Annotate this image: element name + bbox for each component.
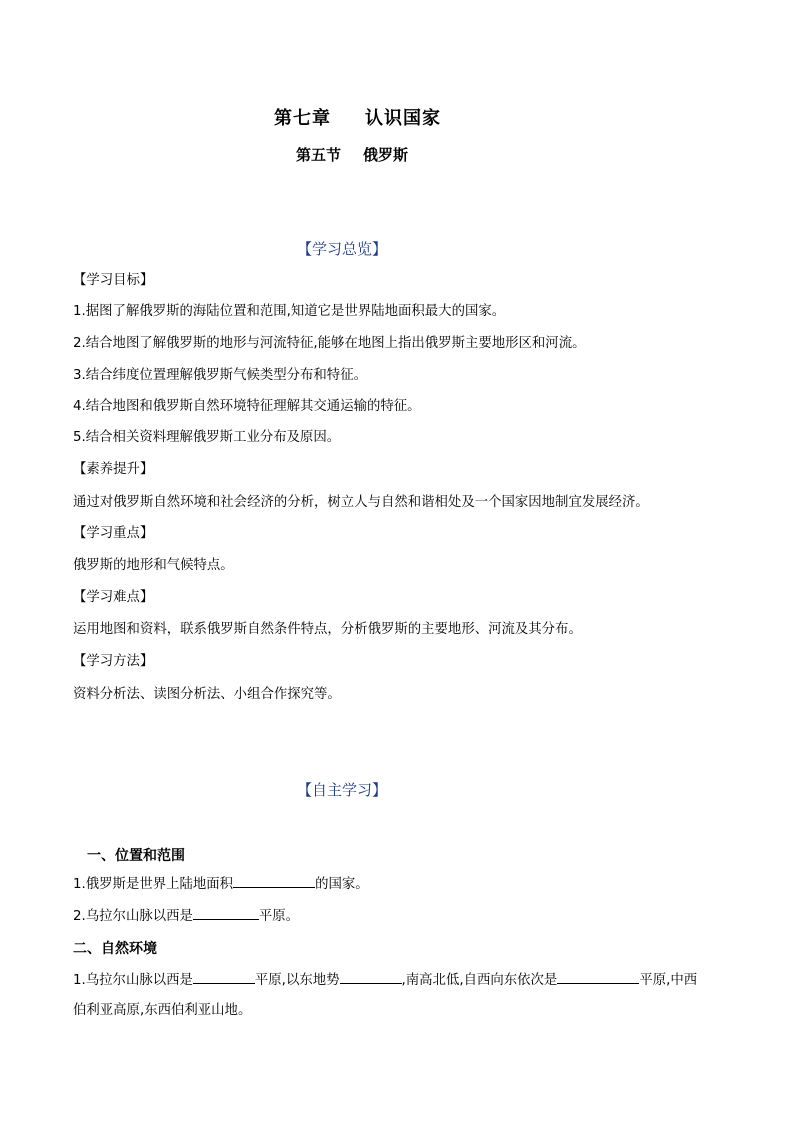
chapter-title bbox=[274, 104, 441, 130]
question-text: 2.乌拉尔山脉以西是 bbox=[73, 909, 193, 924]
question-text: ,南高北低,自西向东依次是 bbox=[401, 973, 558, 988]
answer-blank[interactable] bbox=[340, 971, 402, 984]
objective-item: 2.结合地图了解俄罗斯的地形与河流特征,能够在地图上指出俄罗斯主要地形区和河流。 bbox=[73, 336, 586, 351]
objectives-heading: 【学习目标】 bbox=[73, 273, 154, 288]
question-text: 1.乌拉尔山脉以西是 bbox=[73, 973, 193, 988]
section-name: 俄罗斯 bbox=[363, 146, 409, 164]
section-number: 第五节 bbox=[296, 146, 342, 164]
answer-blank[interactable] bbox=[193, 907, 259, 920]
question-text: 1.俄罗斯是世界上陆地面积 bbox=[73, 877, 234, 892]
part1-question-1 bbox=[73, 875, 369, 894]
objective-item: 3.结合纬度位置理解俄罗斯气候类型分布和特征。 bbox=[73, 368, 367, 383]
part2-heading: 二、自然环境 bbox=[73, 941, 157, 957]
objective-item: 1.据图了解俄罗斯的海陆位置和范围,知道它是世界陆地面积最大的国家。 bbox=[73, 304, 506, 319]
difficulties-heading: 【学习难点】 bbox=[73, 590, 154, 605]
question-text: 平原,中西 bbox=[639, 973, 698, 988]
part1-heading: 一、位置和范围 bbox=[87, 848, 185, 864]
question-text: 平原。 bbox=[258, 909, 300, 924]
objective-item: 5.结合相关资料理解俄罗斯工业分布及原因。 bbox=[73, 430, 341, 445]
chapter-number: 第七章 bbox=[274, 108, 331, 129]
literacy-heading: 【素养提升】 bbox=[73, 462, 154, 477]
methods-text: 资料分析法、读图分析法、小组合作探究等。 bbox=[73, 687, 341, 702]
part2-question-1 bbox=[73, 971, 697, 990]
overview-banner: 【学习总览】 bbox=[297, 240, 388, 258]
part2-question-1-continued: 伯利亚高原,东西伯利亚山地。 bbox=[73, 1003, 252, 1018]
answer-blank[interactable] bbox=[557, 971, 639, 984]
chapter-name: 认识国家 bbox=[365, 108, 441, 129]
part1-question-2 bbox=[73, 907, 299, 926]
answer-blank[interactable] bbox=[233, 875, 315, 888]
key-points-heading: 【学习重点】 bbox=[73, 526, 154, 541]
methods-heading: 【学习方法】 bbox=[73, 654, 154, 669]
difficulties-text: 运用地图和资料，联系俄罗斯自然条件特点，分析俄罗斯的主要地形、河流及其分布。 bbox=[73, 622, 582, 637]
key-points-text: 俄罗斯的地形和气候特点。 bbox=[73, 558, 234, 573]
question-text: 平原,以东地势 bbox=[254, 973, 340, 988]
literacy-text: 通过对俄罗斯自然环境和社会经济的分析，树立人与自然和谐相处及一个国家因地制宜发展经济。 bbox=[73, 495, 649, 510]
objective-item: 4.结合地图和俄罗斯自然环境特征理解其交通运输的特征。 bbox=[73, 399, 421, 414]
section-title bbox=[296, 144, 408, 165]
answer-blank[interactable] bbox=[193, 971, 255, 984]
self-study-banner: 【自主学习】 bbox=[297, 781, 388, 799]
question-text: 的国家。 bbox=[315, 877, 369, 892]
